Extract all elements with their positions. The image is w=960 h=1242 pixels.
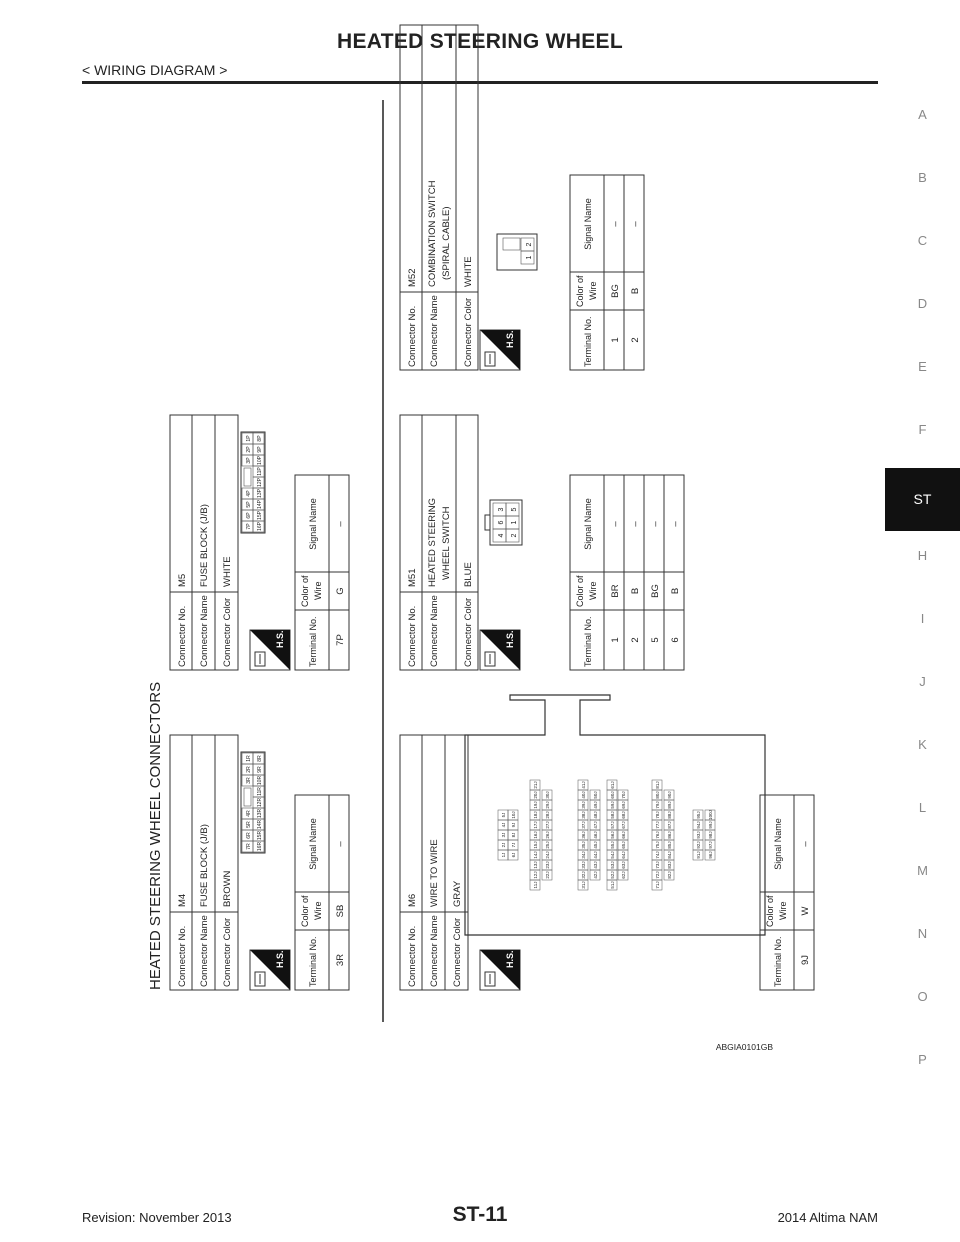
header-terminal-no: Terminal No. [583,316,593,367]
hs-label: H.S. [505,330,515,348]
pin-label: 4 [498,533,505,538]
pin-label: 11P [257,467,263,476]
section-tab-b[interactable]: B [918,170,927,185]
section-tab-e[interactable]: E [918,359,927,374]
pin-label: 3 [498,507,505,512]
pin-label: 13P [257,489,263,498]
pin-label: 92J [696,841,701,849]
signal-name: – [670,521,681,527]
terminal-number: 2 [630,337,641,343]
terminal-number: 2 [630,637,641,643]
signal-name: – [630,221,641,227]
pin-label: 59J [610,801,615,809]
connector-name: WHEEL SWITCH [441,506,452,580]
revision-date: Revision: November 2013 [82,1210,232,1225]
pin-label: 1P [246,435,252,442]
pin-label: 16P [257,522,263,531]
pin-label: 41J [581,781,586,789]
pin-label: 100J [708,810,713,820]
header-terminal-no: Terminal No. [773,936,783,987]
pin-label: 3J [501,832,506,838]
hs-icon-m51 [480,630,520,670]
pin-label: 18J [533,811,538,819]
pin-label: 2 [511,533,518,538]
pin-label: 11R [257,787,263,796]
pin-label: 5R [246,821,252,828]
header-color-of: Color of [300,895,310,927]
pin-label: 4J [501,822,506,828]
connector-number: M52 [407,268,418,287]
pin-label: 1 [526,255,533,260]
pin-label: 5J [501,812,506,818]
pin-label: 88J [667,811,672,819]
terminal-table-m5 [295,475,349,670]
terminal-number: 6 [670,637,681,643]
signal-name: – [335,841,346,847]
pin-label: 12J [533,871,538,879]
connector-info-m4 [170,735,238,990]
pin-label: 74J [655,851,660,859]
section-tab-n[interactable]: N [917,926,928,941]
signal-name: – [610,521,621,527]
diagram-title: HEATED STEERING WHEEL CONNECTORS [147,681,164,990]
connector-info-m5 [170,415,238,670]
figure-code: ABGIA0101GB [715,1042,773,1052]
pin-label: 13R [257,808,263,819]
pin-label: 90J [667,791,672,799]
connector-info-m51 [400,415,478,670]
header-color-of: Color of [765,895,775,927]
pin-label: 33J [581,861,586,869]
pin-label: 2P [246,446,252,453]
section-tab-st[interactable]: ST [885,468,960,531]
page-title: HEATED STEERING WHEEL [337,30,623,53]
pin-label: 87J [667,821,672,829]
pin-label: 9J [511,822,516,828]
pin-label: 12R [257,797,263,808]
wire-color: B [630,287,641,295]
terminal-table-m6 [760,795,814,990]
pin-label: 1 [511,520,518,525]
pin-label: 86J [667,831,672,839]
connector-number: M5 [177,573,188,587]
signal-name: – [610,221,621,227]
page-number: ST-11 [452,1203,508,1226]
pin-label: 97J [708,841,713,849]
connector-face-m5 [241,432,265,533]
header-wire: Wire [588,581,598,600]
label-connector-no: Connector No. [407,925,418,987]
connector-color: GRAY [452,880,463,907]
signal-name: – [800,841,811,847]
pin-label: 19J [533,801,538,809]
header-signal-name: Signal Name [583,498,593,550]
signal-name: – [650,521,661,527]
pin-label: 55J [610,841,615,849]
pin-label: 21J [533,781,538,789]
pin-label: 66J [621,831,626,839]
pin-label: 36J [581,831,586,839]
pin-label: 62J [621,871,626,879]
connector-name: HEATED STEERING [427,497,438,587]
connector-face-m51 [485,500,522,545]
pin-label: 84J [667,851,672,859]
section-tab-d[interactable]: D [917,296,928,311]
pin-label: 78J [655,811,660,819]
wire-color: B [670,587,681,595]
signal-name: – [335,521,346,527]
label-connector-no: Connector No. [407,305,418,367]
connector-name: FUSE BLOCK (J/B) [199,504,210,587]
hs-label: H.S. [505,950,515,968]
pin-label: 13J [533,861,538,869]
pin-label: 2J [501,842,506,848]
pin-label: 68J [621,811,626,819]
pin-label: 25J [545,841,550,849]
pin-label: 53J [610,861,615,869]
section-tab-i[interactable]: I [920,611,925,626]
terminal-number: 9J [800,954,811,966]
pin-label: 17J [533,821,538,829]
pin-label: 48J [593,811,598,819]
section-tab-h[interactable]: H [917,548,928,563]
pin-label: 28J [545,811,550,819]
label-connector-no: Connector No. [407,605,418,667]
pin-label: 10J [511,811,516,819]
pin-label: 14P [257,500,263,509]
pin-label: 99J [708,821,713,829]
pin-label: 35J [581,841,586,849]
section-tab-a[interactable]: A [918,107,927,122]
header-terminal-no: Terminal No. [583,616,593,667]
pin-label: 81J [655,781,660,789]
label-connector-no: Connector No. [177,605,188,667]
terminal-number: 3R [335,953,346,967]
pin-label: 52J [610,871,615,879]
pin-label: 24J [545,851,550,859]
pin-label: 8R [257,755,263,762]
pin-label: 65J [621,841,626,849]
header-wire: Wire [778,901,788,920]
pin-label: 4P [246,490,252,497]
header-terminal-no: Terminal No. [308,936,318,987]
pin-label: 72J [655,871,660,879]
label-connector-color: Connector Color [463,597,474,667]
header-wire: Wire [313,581,323,600]
pin-label: 12P [257,478,263,487]
connector-name: (SPIRAL CABLE) [441,206,452,280]
label-connector-name: Connector Name [429,295,440,367]
terminal-number: 7P [335,634,346,646]
connector-face-m52 [497,234,537,270]
pin-label: 93J [696,831,701,839]
connector-name: FUSE BLOCK (J/B) [199,824,210,907]
pin-label: 42J [593,871,598,879]
pin-label: 31J [581,881,586,889]
hs-icon-m52 [480,330,520,370]
label-connector-name: Connector Name [429,915,440,987]
pin-label: 9R [257,766,263,773]
pin-label: 1R [246,755,252,762]
signal-name: – [630,521,641,527]
pin-label: 37J [581,821,586,829]
connector-sheet [147,25,814,990]
pin-label: 77J [655,821,660,829]
wire-color: BG [610,284,621,298]
section-tab-k[interactable]: K [918,737,927,752]
header-wire: Wire [313,901,323,920]
pin-label: 69J [621,801,626,809]
pin-label: 46J [593,831,598,839]
connector-color: BROWN [222,870,233,907]
connector-color: WHITE [463,256,474,287]
pin-label: 49J [593,801,598,809]
label-connector-color: Connector Color [222,917,233,987]
pin-label: 20J [533,791,538,799]
connector-number: M51 [407,568,418,587]
hs-label: H.S. [505,630,515,648]
pin-label: 71J [655,881,660,889]
terminal-number: 1 [610,337,621,343]
pin-label: 79J [655,801,660,809]
pin-label: 57J [610,821,615,829]
pin-label: 3R [246,777,252,784]
connector-color: BLUE [463,562,474,587]
pin-label: 10R [257,775,263,786]
pin-label: 89J [667,801,672,809]
pin-label: 3P [246,457,252,464]
pin-label: 95J [696,811,701,819]
label-connector-color: Connector Color [452,917,463,987]
connector-number: M6 [407,893,418,907]
label-connector-color: Connector Color [463,297,474,367]
pin-label: 7J [511,842,516,848]
pin-label: 8J [511,832,516,838]
section-tab-j[interactable]: J [919,674,926,689]
section-tab-p[interactable]: P [918,1052,927,1067]
header-color-of: Color of [300,575,310,607]
pin-label: 14R [257,819,263,830]
pin-label: 94J [696,821,701,829]
pin-label: 6 [498,520,505,525]
header-color-of: Color of [575,275,585,307]
label-connector-name: Connector Name [199,595,210,667]
terminal-number: 1 [610,637,621,643]
header-signal-name: Signal Name [308,818,318,870]
pin-label: 27J [545,821,550,829]
pin-label: 23J [545,861,550,869]
pin-label: 45J [593,841,598,849]
section-tab-o[interactable]: O [917,989,928,1004]
pin-label: 6J [511,852,516,858]
pin-label: 29J [545,801,550,809]
header-wire: Wire [588,281,598,300]
pin-label: 39J [581,801,586,809]
section-tab-m[interactable]: M [917,863,928,878]
pin-label: 15J [533,841,538,849]
section-tab-c[interactable]: C [917,233,928,248]
pin-label: 60J [610,791,615,799]
pin-label: 5 [511,507,518,512]
connector-name: WIRE TO WIRE [429,839,440,907]
connector-face-m4 [241,752,265,853]
wire-color: B [630,587,641,595]
pin-label: 30J [545,791,550,799]
pin-label: 82J [667,871,672,879]
header-signal-name: Signal Name [773,818,783,870]
wire-color: BR [610,584,621,598]
pin-label: 54J [610,851,615,859]
label-connector-name: Connector Name [429,595,440,667]
pin-label: 75J [655,841,660,849]
pin-label: 83J [667,861,672,869]
pin-label: 5P [246,501,252,508]
wire-color: G [335,587,346,595]
pin-label: 6P [246,512,252,519]
pin-label: 7R [246,843,252,850]
pin-label: 51J [610,881,615,889]
hs-label: H.S. [275,630,285,648]
hs-icon-m5 [250,630,290,670]
header-terminal-no: Terminal No. [308,616,318,667]
wire-color: SB [335,904,346,918]
pin-label: 64J [621,851,626,859]
connector-face-m6 [465,695,765,935]
pin-label: 80J [655,791,660,799]
pin-label: 85J [667,841,672,849]
pin-label: 10P [257,456,263,465]
header-signal-name: Signal Name [308,498,318,550]
pin-label: 63J [621,861,626,869]
wire-color: W [800,906,811,916]
section-subtitle: < WIRING DIAGRAM > [82,62,228,78]
pin-label: 98J [708,831,713,839]
pin-label: 61J [610,781,615,789]
header-signal-name: Signal Name [583,198,593,250]
terminal-table-m4 [295,795,349,990]
hs-label: H.S. [275,950,285,968]
pin-label: 16J [533,831,538,839]
connector-name: COMBINATION SWITCH [427,180,438,287]
pin-label: 8P [257,435,263,442]
pin-label: 26J [545,831,550,839]
hs-icon-m4 [250,950,290,990]
pin-label: 7P [246,523,252,530]
label-connector-color: Connector Color [222,597,233,667]
pin-label: 2R [246,766,252,773]
pin-label: 2 [526,242,533,247]
connector-color: WHITE [222,556,233,587]
pin-label: 50J [593,791,598,799]
label-connector-no: Connector No. [177,925,188,987]
pin-label: 76J [655,831,660,839]
label-connector-name: Connector Name [199,915,210,987]
terminal-table-m51 [570,475,684,670]
pin-label: 16R [257,841,263,852]
pin-label: 32J [581,871,586,879]
pin-label: 73J [655,861,660,869]
section-tab-f[interactable]: F [918,422,927,437]
pin-label: 70J [621,791,626,799]
pin-label: 56J [610,831,615,839]
pin-label: 38J [581,811,586,819]
pin-label: 22J [545,871,550,879]
header-color-of: Color of [575,575,585,607]
pin-label: 1J [501,852,506,858]
hs-icon-m6 [480,950,520,990]
connector-number: M4 [177,893,188,907]
terminal-table-m52 [570,175,644,370]
pin-label: 15P [257,511,263,520]
pin-label: 14J [533,851,538,859]
pin-label: 40J [581,791,586,799]
pin-label: 4R [246,810,252,817]
pin-label: 6R [246,832,252,839]
pin-label: 44J [593,851,598,859]
connector-info-m52 [400,25,478,370]
pin-label: 34J [581,851,586,859]
pin-label: 47J [593,821,598,829]
wire-color: BG [650,584,661,598]
pin-label: 91J [696,851,701,859]
pin-label: 9P [257,446,263,453]
pin-label: 11J [533,881,538,889]
terminal-number: 5 [650,637,661,643]
pin-label: 15R [257,830,263,841]
pin-label: 58J [610,811,615,819]
connector-info-m6 [400,735,468,990]
model-name: 2014 Altima NAM [777,1210,878,1225]
pin-label: 43J [593,861,598,869]
section-tab-l[interactable]: L [918,800,927,815]
pin-label: 67J [621,821,626,829]
pin-label: 96J [708,851,713,859]
